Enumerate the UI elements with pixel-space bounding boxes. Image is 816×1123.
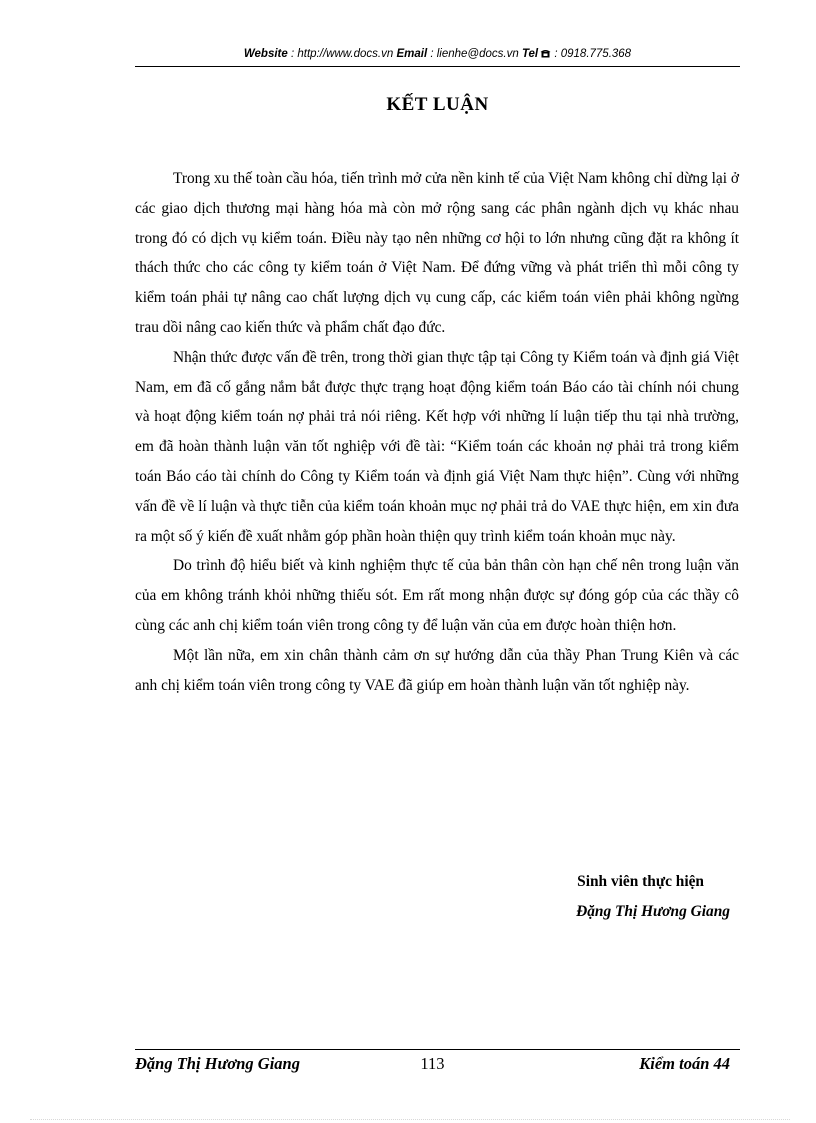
signature-name: Đặng Thị Hương Giang <box>576 903 730 920</box>
website-separator: : <box>287 48 298 60</box>
website-label: Website <box>243 48 288 60</box>
tel-value: 0918.775.368 <box>560 48 632 60</box>
signature-block <box>500 872 730 922</box>
paragraph: Trong xu thế toàn cầu hóa, tiến trình mở cửa nền kinh tế của Việt Nam không chỉ dừng lại ở các giao dịch thương mại hàng hóa mà còn mở rộng sang các phân ngành dịch vụ khác nhau trong đó có dịch vụ kiểm toán. Điều này tạo nên những cơ hội to lớn nhưng cũng đặt ra không ít thách thức cho các công ty kiểm toán ở Việt Nam. Để đứng vững và phát triển thì mỗi công ty kiểm toán phải tự nâng cao chất lượng dịch vụ cung cấp, các kiểm toán viên phải không ngừng trau dồi nâng cao kiến thức và phẩm chất đạo đức. <box>135 170 739 336</box>
website-value: http://www.docs.vn <box>297 48 394 60</box>
tel-label: Tel <box>521 48 539 60</box>
paragraph: Nhận thức được vấn đề trên, trong thời gian thực tập tại Công ty Kiểm toán và định giá Việt Nam, em đã cố gắng nắm bắt được thực trạng hoạt động kiểm toán Báo cáo tài chính nói chung và hoạt động kiểm toán nợ phải trả nói riêng. Kết hợp với những lí luận tiếp thu tại nhà trường, em đã hoàn thành luận văn tốt nghiệp với đề tài: “Kiểm toán các khoản nợ phải trả trong kiểm toán Báo cáo tài chính do Công ty Kiểm toán và định giá Việt Nam thực hiện”. Cùng với những vấn đề về lí luận và thực tiễn của kiểm toán khoản mục nợ phải trả do VAE thực hiện, em xin đưa ra một số ý kiến đề xuất nhằm góp phần hoàn thiện quy trình kiểm toán khoản mục này. <box>135 348 739 545</box>
page-footer <box>135 1054 740 1078</box>
page-header <box>135 48 740 66</box>
body-text <box>135 164 739 700</box>
email-separator: : <box>427 48 437 60</box>
email-value: lienhe@docs.vn <box>436 48 519 60</box>
header-divider <box>135 66 740 67</box>
page-title: KẾT LUẬN <box>386 94 489 115</box>
paragraph: Một lần nữa, em xin chân thành cảm ơn sự hướng dẫn của thầy Phan Trung Kiên và các anh chị kiểm toán viên trong công ty VAE đã giúp em hoàn thành luận văn tốt nghiệp này. <box>135 646 739 694</box>
page-number: 113 <box>420 1054 445 1073</box>
paragraph: Do trình độ hiểu biết và kinh nghiệm thực tế của bản thân còn hạn chế nên trong luận văn của em không tránh khỏi những thiếu sót. Em rất mong nhận được sự đóng góp của các thầy cô cùng các anh chị kiểm toán viên trong công ty để luận văn của em được hoàn thiện hơn. <box>135 557 739 634</box>
email-label: Email <box>396 48 428 60</box>
tel-separator: : <box>551 48 561 60</box>
footer-course: Kiểm toán 44 <box>639 1054 730 1073</box>
signature-role: Sinh viên thực hiện <box>577 873 704 890</box>
page-edge-dots <box>30 1119 790 1120</box>
footer-divider <box>135 1049 740 1050</box>
footer-author: Đặng Thị Hương Giang <box>135 1054 300 1073</box>
telephone-icon <box>540 49 551 58</box>
